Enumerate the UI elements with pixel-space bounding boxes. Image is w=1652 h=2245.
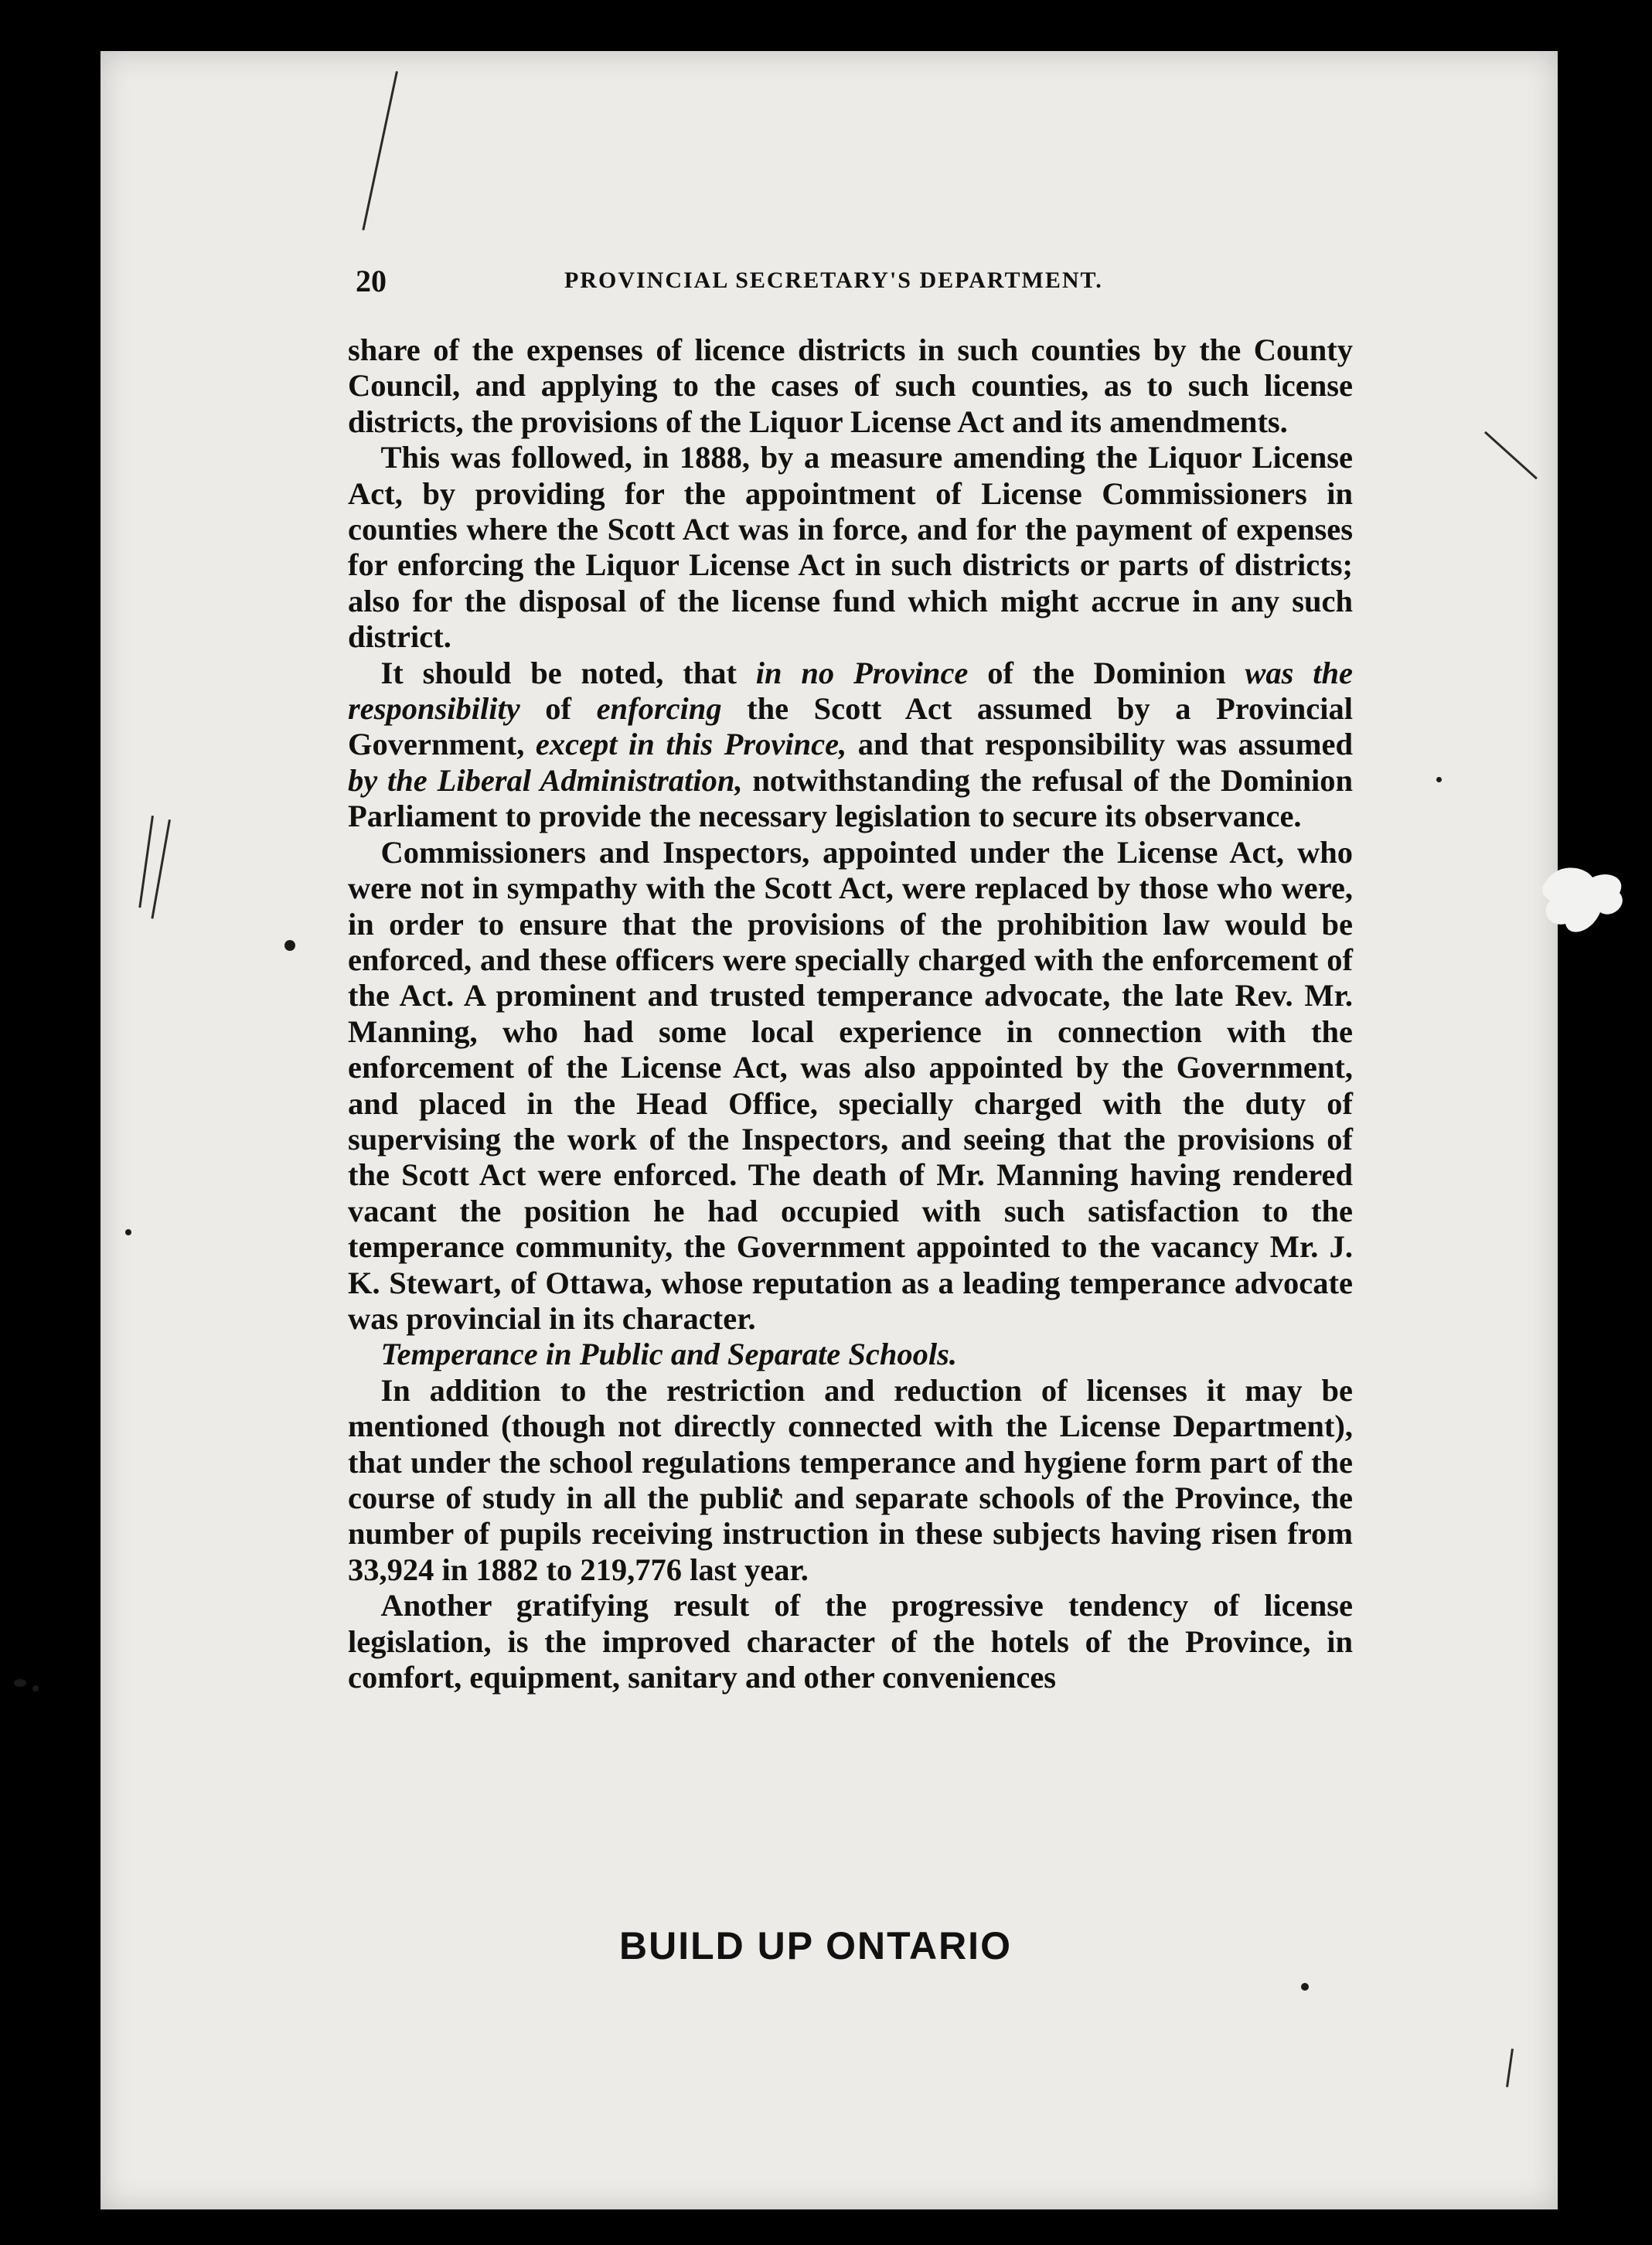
page-header bbox=[356, 263, 1175, 309]
running-head: PROVINCIAL SECRETARY'S DEPARTMENT. bbox=[564, 267, 1103, 293]
paragraph: Commissioners and Inspectors, appointed under the License Act, who were not in sympathy with the Scott Act, were replaced by those who were, in order to ensure that the provisions of the prohibition law would be enforced, and these officers were specially charged with the enforcement of the Act. A prominent and trusted temperance advocate, the late Rev. Mr. Manning, who had some local experience in connection with the enforcement of the License Act, was also appointed by the Government, and placed in the Head Office, specially charged with the duty of supervising the work of the Inspectors, and seeing that the provisions of the Scott Act were enforced. The death of Mr. Manning having rendered vacant the position he had occupied with such satisfaction to the temperance community, the Government appointed to the vacancy Mr. J. K. Stewart, of Ottawa, whose reputation as a leading temperance advocate was provincial in its character. bbox=[348, 834, 1353, 1336]
scan-speck bbox=[125, 1229, 131, 1235]
paragraph: Another gratifying result of the progressive tendency of license legislation, is the improved character of the hotels of the Province, in comfort, equipment, sanitary and other conveniences bbox=[348, 1588, 1353, 1695]
body-text bbox=[348, 332, 1353, 1695]
scan-speck bbox=[14, 1679, 26, 1687]
paper-edge-blob bbox=[1538, 858, 1631, 943]
scan-speck bbox=[1301, 1983, 1309, 1991]
scan-speck bbox=[284, 940, 295, 951]
footer-slogan: BUILD UP ONTARIO bbox=[619, 1924, 1012, 1967]
paragraph: This was followed, in 1888, by a measure amending the Liquor License Act, by providing for the appointment of License Commissioners in counties where the Scott Act was in force, and for the payment of expenses for enforcing the Liquor License Act in such districts or parts of districts; also for the disposal of the license fund which might accrue in any such district. bbox=[348, 440, 1353, 655]
page-number: 20 bbox=[356, 264, 387, 298]
scan-speck bbox=[32, 1685, 39, 1691]
paragraph-with-emphasis: It should be noted, that in no Province of the Dominion was the responsibility of enforcing the Scott Act assumed by a Provincial Government, except in this Province, and that responsibility was assumed by the Liberal Administration, notwithstanding the refusal of the Dominion Parliament to provide the necessary legislation to secure its observance. bbox=[348, 655, 1354, 834]
paragraph: In addition to the restriction and reduction of licenses it may be mentioned (though not directly connected with the License Department), that under the school regulations temperance and hygiene form part of the course of study in all the public and separate schools of the Province, the number of pupils receiving instruction in these subjects having risen from 33,924 in 1882 to 219,776 last year. bbox=[348, 1372, 1353, 1587]
scan-speck bbox=[1436, 777, 1442, 782]
paragraph: share of the expenses of licence districts in such counties by the County Council, and applying to the cases of such counties, as to such license districts, the provisions of the Liquor License Act and its amendments. bbox=[348, 332, 1353, 439]
section-heading: Temperance in Public and Separate Schools. bbox=[380, 1337, 958, 1372]
